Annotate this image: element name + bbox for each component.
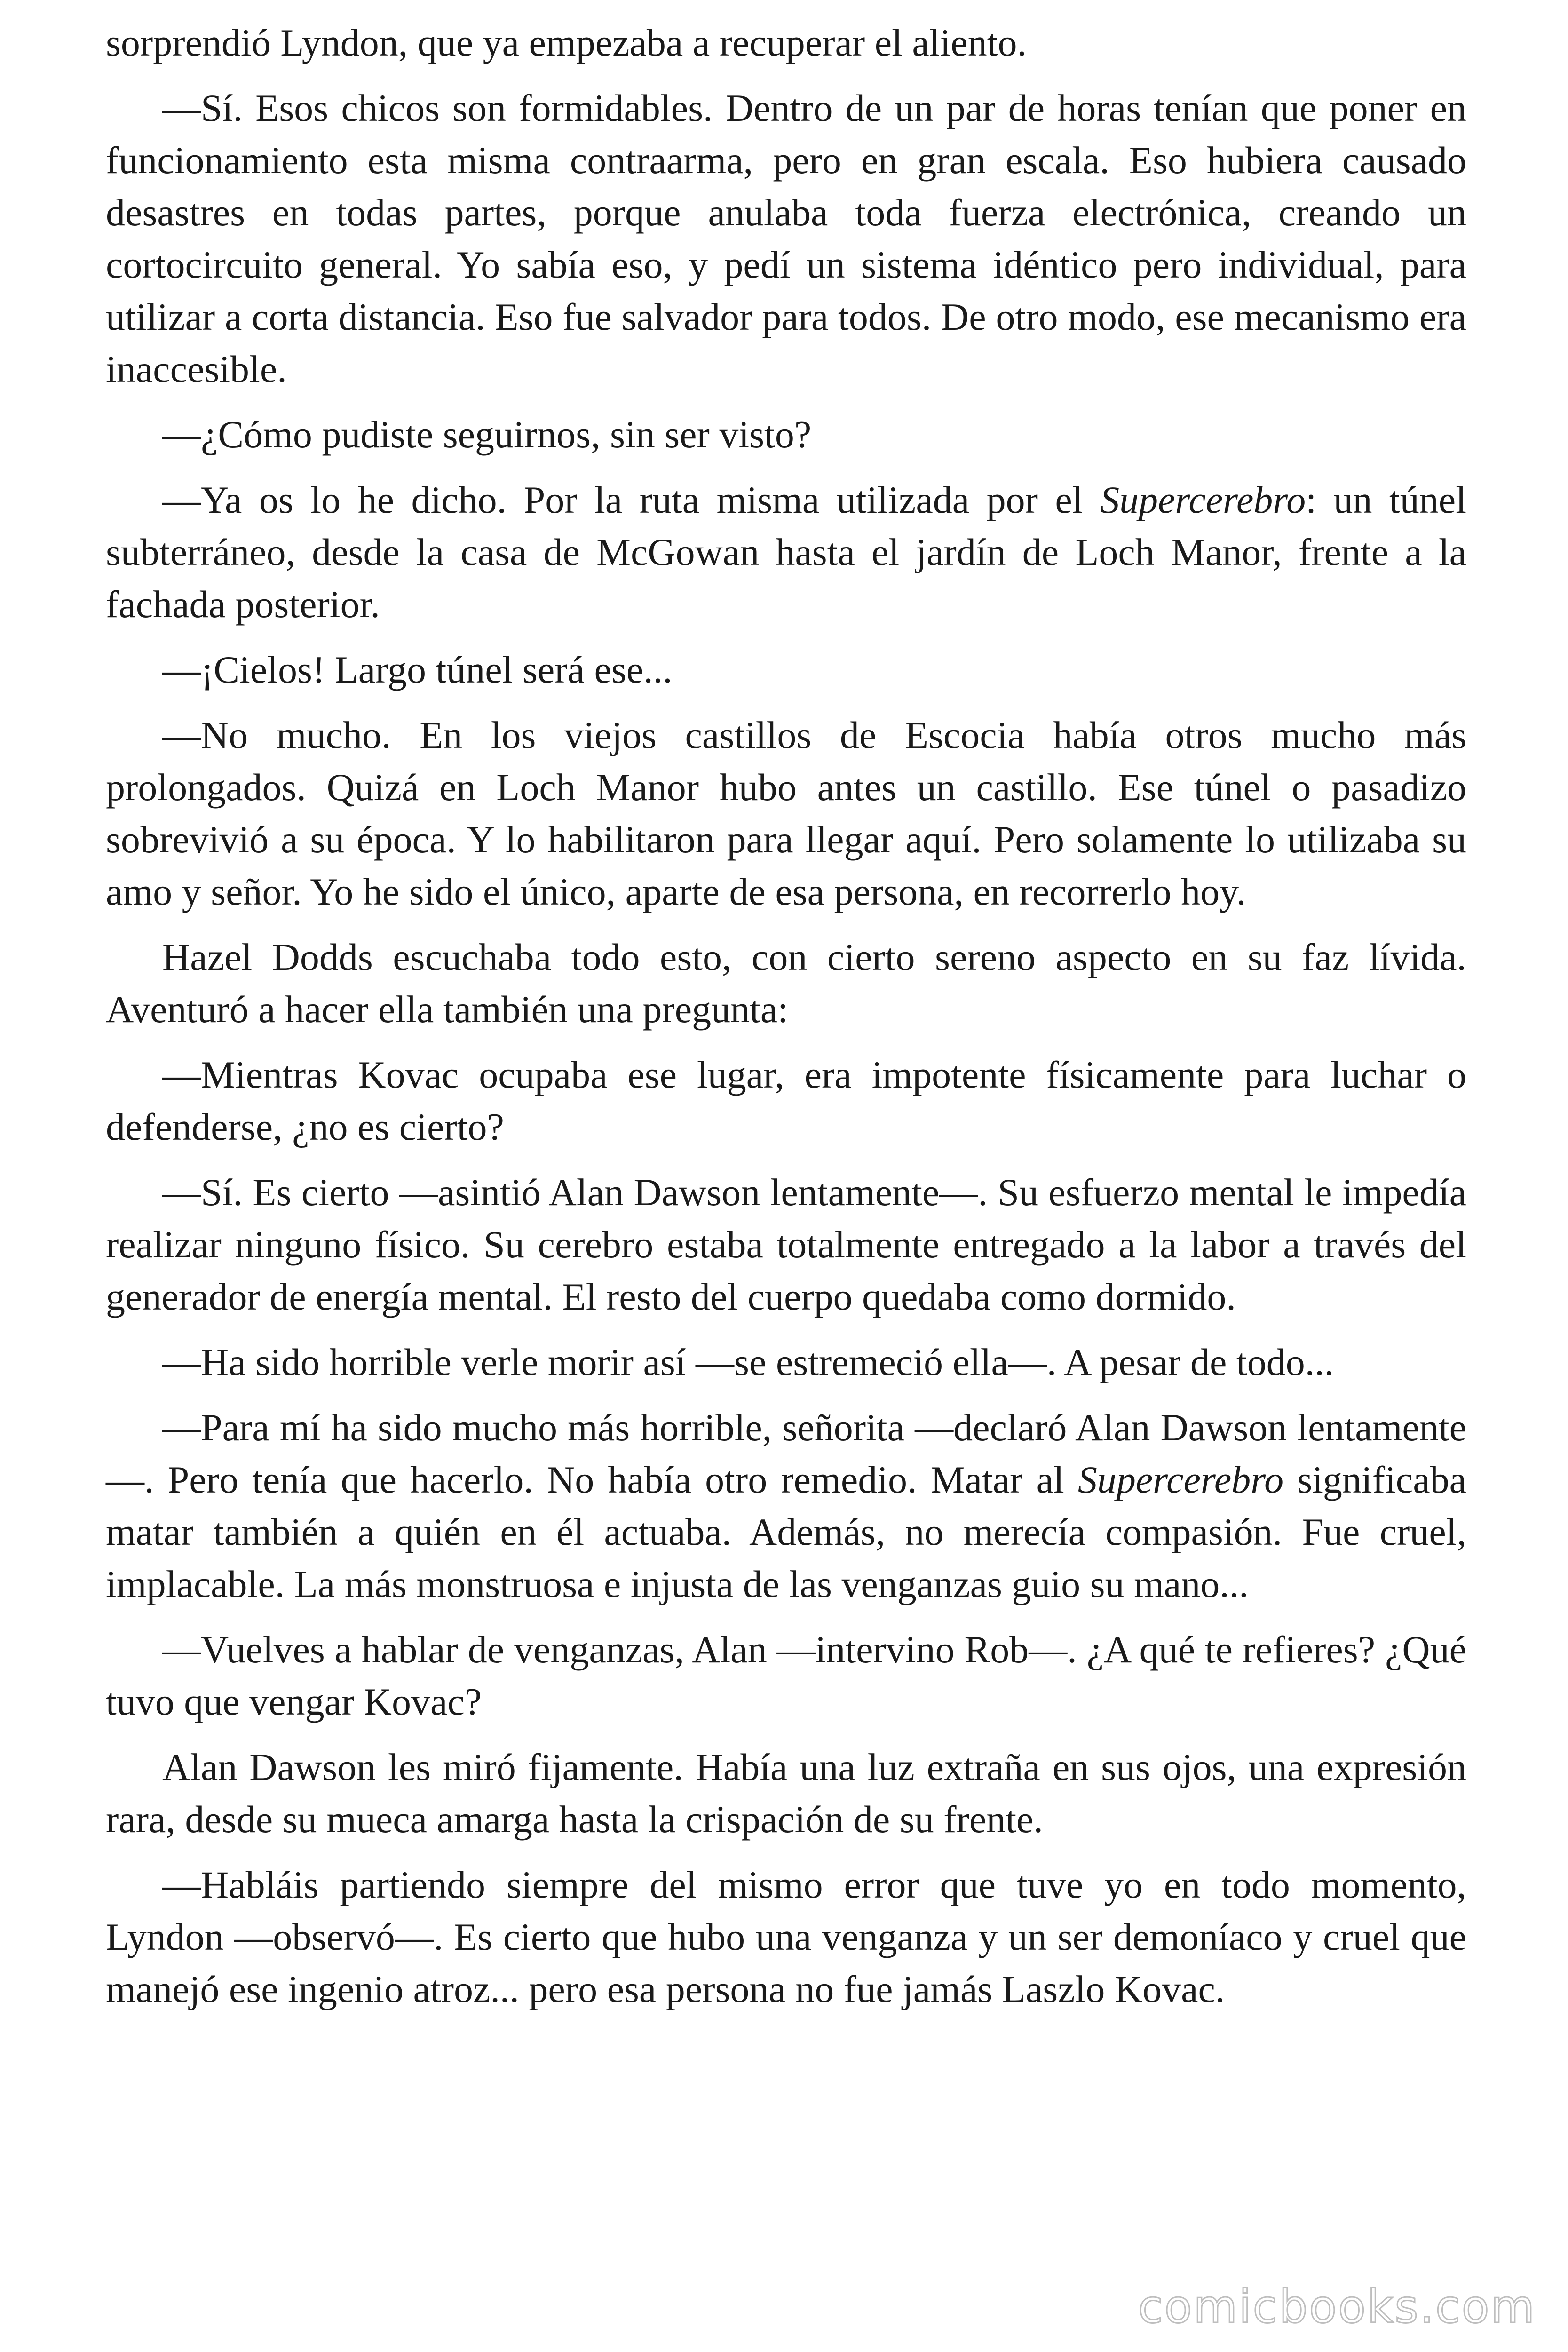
paragraph-text: : un túnel subterráneo, desde la casa de McGowan hasta el jardín de Loch Manor, frente a la fachada posterior. [106,478,1466,626]
paragraph [106,82,1466,395]
paragraph-text: —Ha sido horrible verle morir así —se estremeció ella—. A pesar de todo... [162,1341,1334,1383]
paragraph-text: —Habláis partiendo siempre del mismo error que tuve yo en todo momento, Lyndon —observó—. Es cierto que hubo una venganza y un ser demoníaco y cruel que manejó ese ingenio atroz... pero esa persona no fue jamás Laszlo Kovac. [106,1863,1466,2010]
paragraph [106,1741,1466,1845]
italic-title-text: Supercerebro [1077,1458,1284,1501]
paragraph-text: significaba matar también a quién en él actuaba. Además, no merecía compasión. Fue cruel, implacable. La más monstruosa e injusta de las venganzas guio su mano... [106,1458,1466,1605]
paragraph [106,408,1466,461]
paragraph [106,1336,1466,1388]
paragraph-text: —Sí. Esos chicos son formidables. Dentro de un par de horas tenían que poner en funcionamiento esta misma contraarma, pero en gran escala. Eso hubiera causado desastres en todas partes, porque anulaba toda fuerza electrónica, creando un cortocircuito general. Yo sabía eso, y pedí un sistema idéntico pero individual, para utilizar a corta distancia. Eso fue salvador para todos. De otro modo, ese mecanismo era inaccesible. [106,87,1466,390]
paragraph-text: —Ya os lo he dicho. Por la ruta misma utilizada por el [162,478,1101,521]
paragraph [106,931,1466,1035]
paragraph [106,1623,1466,1728]
italic-title-text: Supercerebro [1100,478,1306,521]
paragraph-text: —Sí. Es cierto —asintió Alan Dawson lentamente—. Su esfuerzo mental le impedía realizar ninguno físico. Su cerebro estaba totalmente entregado a la labor a través del generador de energía mental. El resto del cuerpo quedaba como dormido. [106,1171,1466,1318]
paragraph-text: —Vuelves a hablar de venganzas, Alan —intervino Rob—. ¿A qué te refieres? ¿Qué tuvo que vengar Kovac? [106,1628,1466,1723]
paragraph [106,1859,1466,2015]
paragraph-text: sorprendió Lyndon, que ya empezaba a recuperar el aliento. [106,21,1027,64]
paragraph [106,16,1466,69]
site-watermark: comicbooks.com [1138,2280,1536,2333]
paragraph [106,1401,1466,1610]
paragraph-text: —No mucho. En los viejos castillos de Escocia había otros mucho más prolongados. Quizá en Loch Manor hubo antes un castillo. Ese túnel o pasadizo sobrevivió a su época. Y lo habilitaron para llegar aquí. Pero solamente lo utilizaba su amo y señor. Yo he sido el único, aparte de esa persona, en recorrerlo hoy. [106,714,1466,913]
paragraph [106,709,1466,918]
paragraph-text: —Para mí ha sido mucho más horrible, señorita —declaró Alan Dawson lentamente—. Pero tenía que hacerlo. No había otro remedio. Matar al [106,1406,1466,1501]
paragraph [106,1166,1466,1323]
paragraph-text: —¡Cielos! Largo túnel será ese... [162,648,673,691]
paragraph-text: —¿Cómo pudiste seguirnos, sin ser visto? [162,413,812,456]
page-body-text [106,16,1466,2015]
paragraph [106,644,1466,696]
paragraph-text: Hazel Dodds escuchaba todo esto, con cierto sereno aspecto en su faz lívida. Aventuró a hacer ella también una pregunta: [106,936,1466,1031]
paragraph-text: Alan Dawson les miró fijamente. Había una luz extraña en sus ojos, una expresión rara, desde su mueca amarga hasta la crispación de su frente. [106,1746,1466,1841]
paragraph [106,1049,1466,1153]
paragraph-text: —Mientras Kovac ocupaba ese lugar, era impotente físicamente para luchar o defenderse, ¿no es cierto? [106,1053,1466,1148]
paragraph [106,474,1466,630]
